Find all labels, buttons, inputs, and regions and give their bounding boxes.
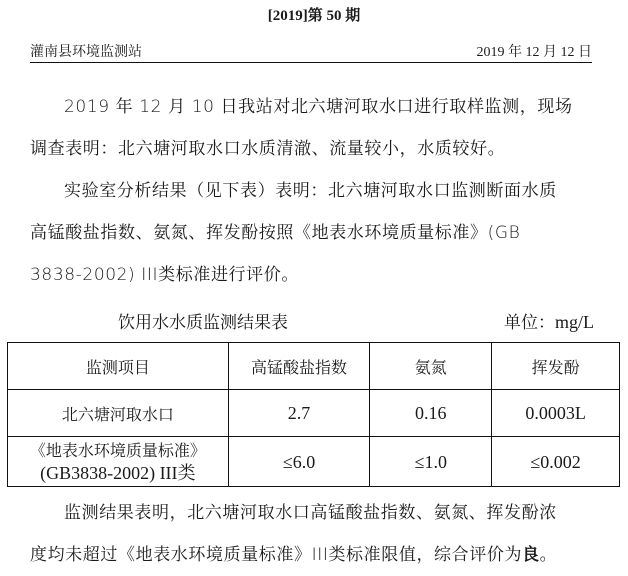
paragraph-line: 高锰酸盐指数、氨氮、挥发酚按照《地表水环境质量标准》(GB xyxy=(30,223,521,243)
cell-permanganate: 2.7 xyxy=(228,390,370,437)
paragraph-lab-analysis xyxy=(30,170,596,296)
cell-ammonia: 0.16 xyxy=(370,390,492,437)
cell-phenol: ≤0.002 xyxy=(492,437,620,487)
cell-ammonia: ≤1.0 xyxy=(370,437,492,487)
column-header-permanganate: 高锰酸盐指数 xyxy=(228,343,370,390)
table-row xyxy=(8,390,620,437)
row-item: 《地表水环境质量标准》 (GB3838-2002) III类 xyxy=(8,437,229,487)
paragraph-line: 度均未超过《地表水环境质量标准》III类标准限值，综合评价为良。 xyxy=(30,545,558,565)
column-header-item: 监测项目 xyxy=(8,343,229,390)
cell-permanganate: ≤6.0 xyxy=(228,437,370,487)
column-header-phenol: 挥发酚 xyxy=(492,343,620,390)
paragraph-field-survey xyxy=(30,86,596,170)
paragraph-line: 监测结果表明，北六塘河取水口高锰酸盐指数、氨氮、挥发酚浓 xyxy=(64,503,557,523)
issue-number: [2019]第 50 期 xyxy=(267,8,361,24)
paragraph-conclusion xyxy=(30,492,596,576)
results-table xyxy=(7,342,620,487)
row-item: 北六塘河取水口 xyxy=(8,390,229,437)
paragraph-line: 2019 年 12 月 10 日我站对北六塘河取水口进行取样监测，现场 xyxy=(64,97,573,117)
paragraph-line: 实验室分析结果（见下表）表明：北六塘河取水口监测断面水质 xyxy=(64,181,557,201)
table-row xyxy=(8,437,620,487)
masthead xyxy=(30,42,592,63)
table-caption: 饮用水水质监测结果表 xyxy=(118,313,288,333)
table-header-row xyxy=(8,343,620,390)
column-header-ammonia: 氨氮 xyxy=(370,343,492,390)
organization-name: 灌南县环境监测站 xyxy=(30,44,142,60)
cell-phenol: 0.0003L xyxy=(492,390,620,437)
overall-rating: 良 xyxy=(522,545,540,565)
unit-label: 单位：mg/L xyxy=(504,312,594,333)
unit-value: mg/L xyxy=(555,312,594,332)
paragraph-line: 3838-2002) III类标准进行评价。 xyxy=(30,265,299,285)
publish-date: 2019 年 12 月 12 日 xyxy=(476,45,592,60)
paragraph-line: 调查表明：北六塘河取水口水质清澈、流量较小，水质较好。 xyxy=(30,139,506,159)
